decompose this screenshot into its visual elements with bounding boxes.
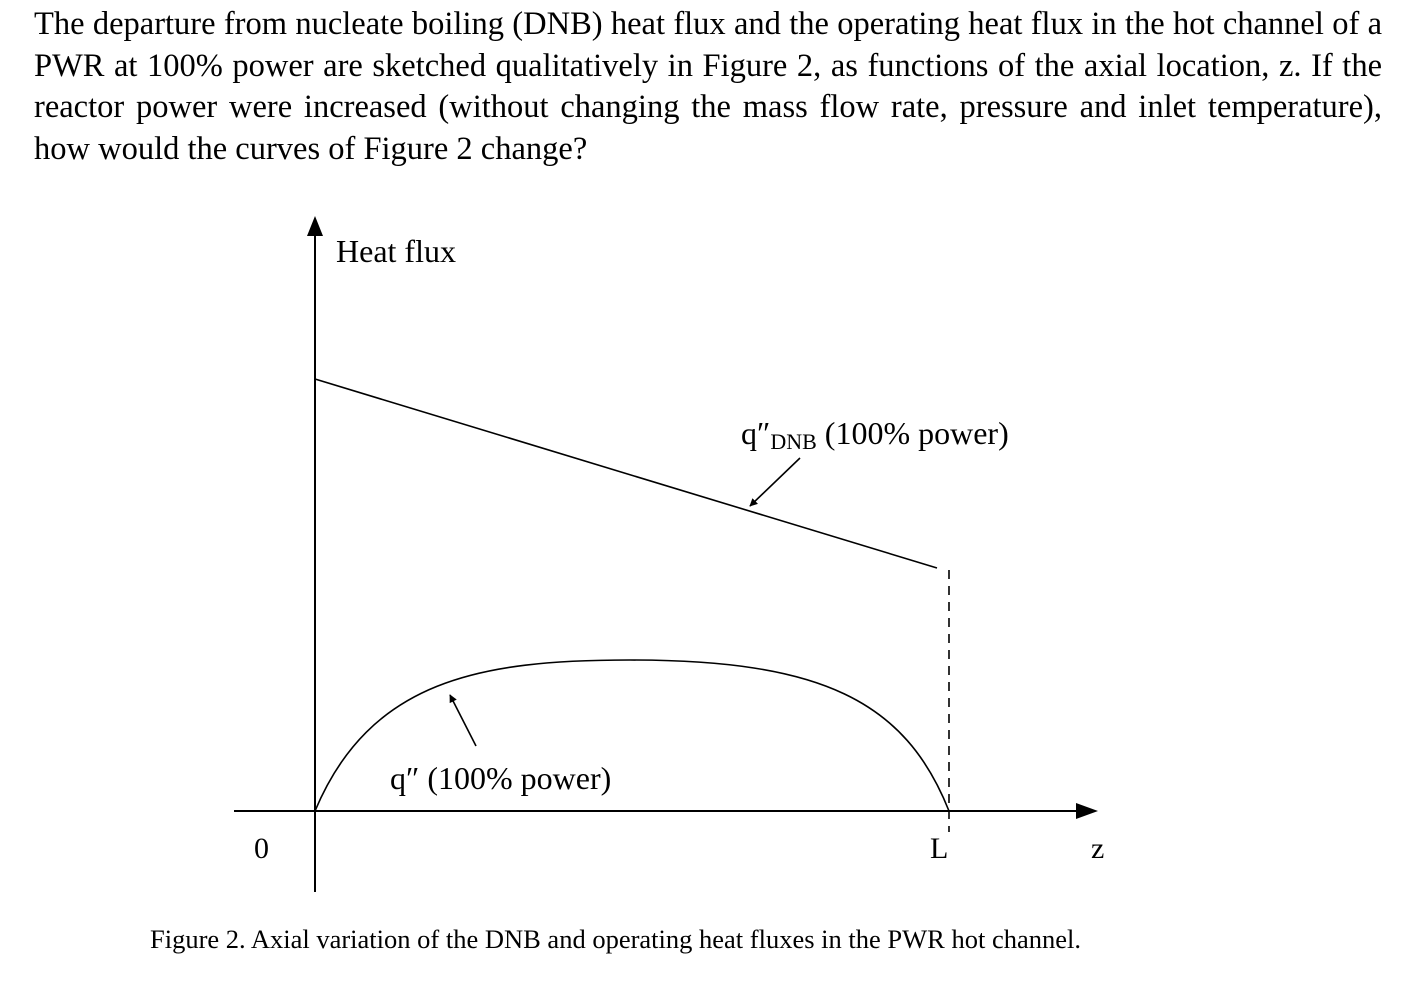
dnb-label-q: q″ xyxy=(741,415,771,451)
y-axis-label: Heat flux xyxy=(336,233,456,269)
q-curve-label: q″ (100% power) xyxy=(390,760,612,796)
dnb-curve-label xyxy=(741,415,1009,454)
figure-caption: Figure 2. Axial variation of the DNB and operating heat fluxes in the PWR hot channel. xyxy=(150,924,1081,954)
dnb-heat-flux-line xyxy=(315,379,937,568)
dnb-label-subscript: DNB xyxy=(770,429,817,454)
dnb-label-arrow xyxy=(750,458,800,506)
origin-label: 0 xyxy=(254,832,269,865)
x-axis-label: z xyxy=(1091,832,1105,865)
y-axis-arrowhead xyxy=(307,216,323,236)
x-axis-arrowhead xyxy=(1076,803,1098,819)
q-label-arrow xyxy=(450,695,476,746)
dnb-label-rest: (100% power) xyxy=(816,415,1009,451)
length-label: L xyxy=(930,832,949,865)
question-text: The departure from nucleate boiling (DNB) heat flux and the operating heat flux in the hot channel of a PWR at 100% power are sketched qualitatively in Figure 2, as functions of the axial location, z. If the reactor power were increased (without changing the mass flow rate, pressure and inlet temperature), how would the curves of Figure 2 change? xyxy=(34,6,1382,167)
